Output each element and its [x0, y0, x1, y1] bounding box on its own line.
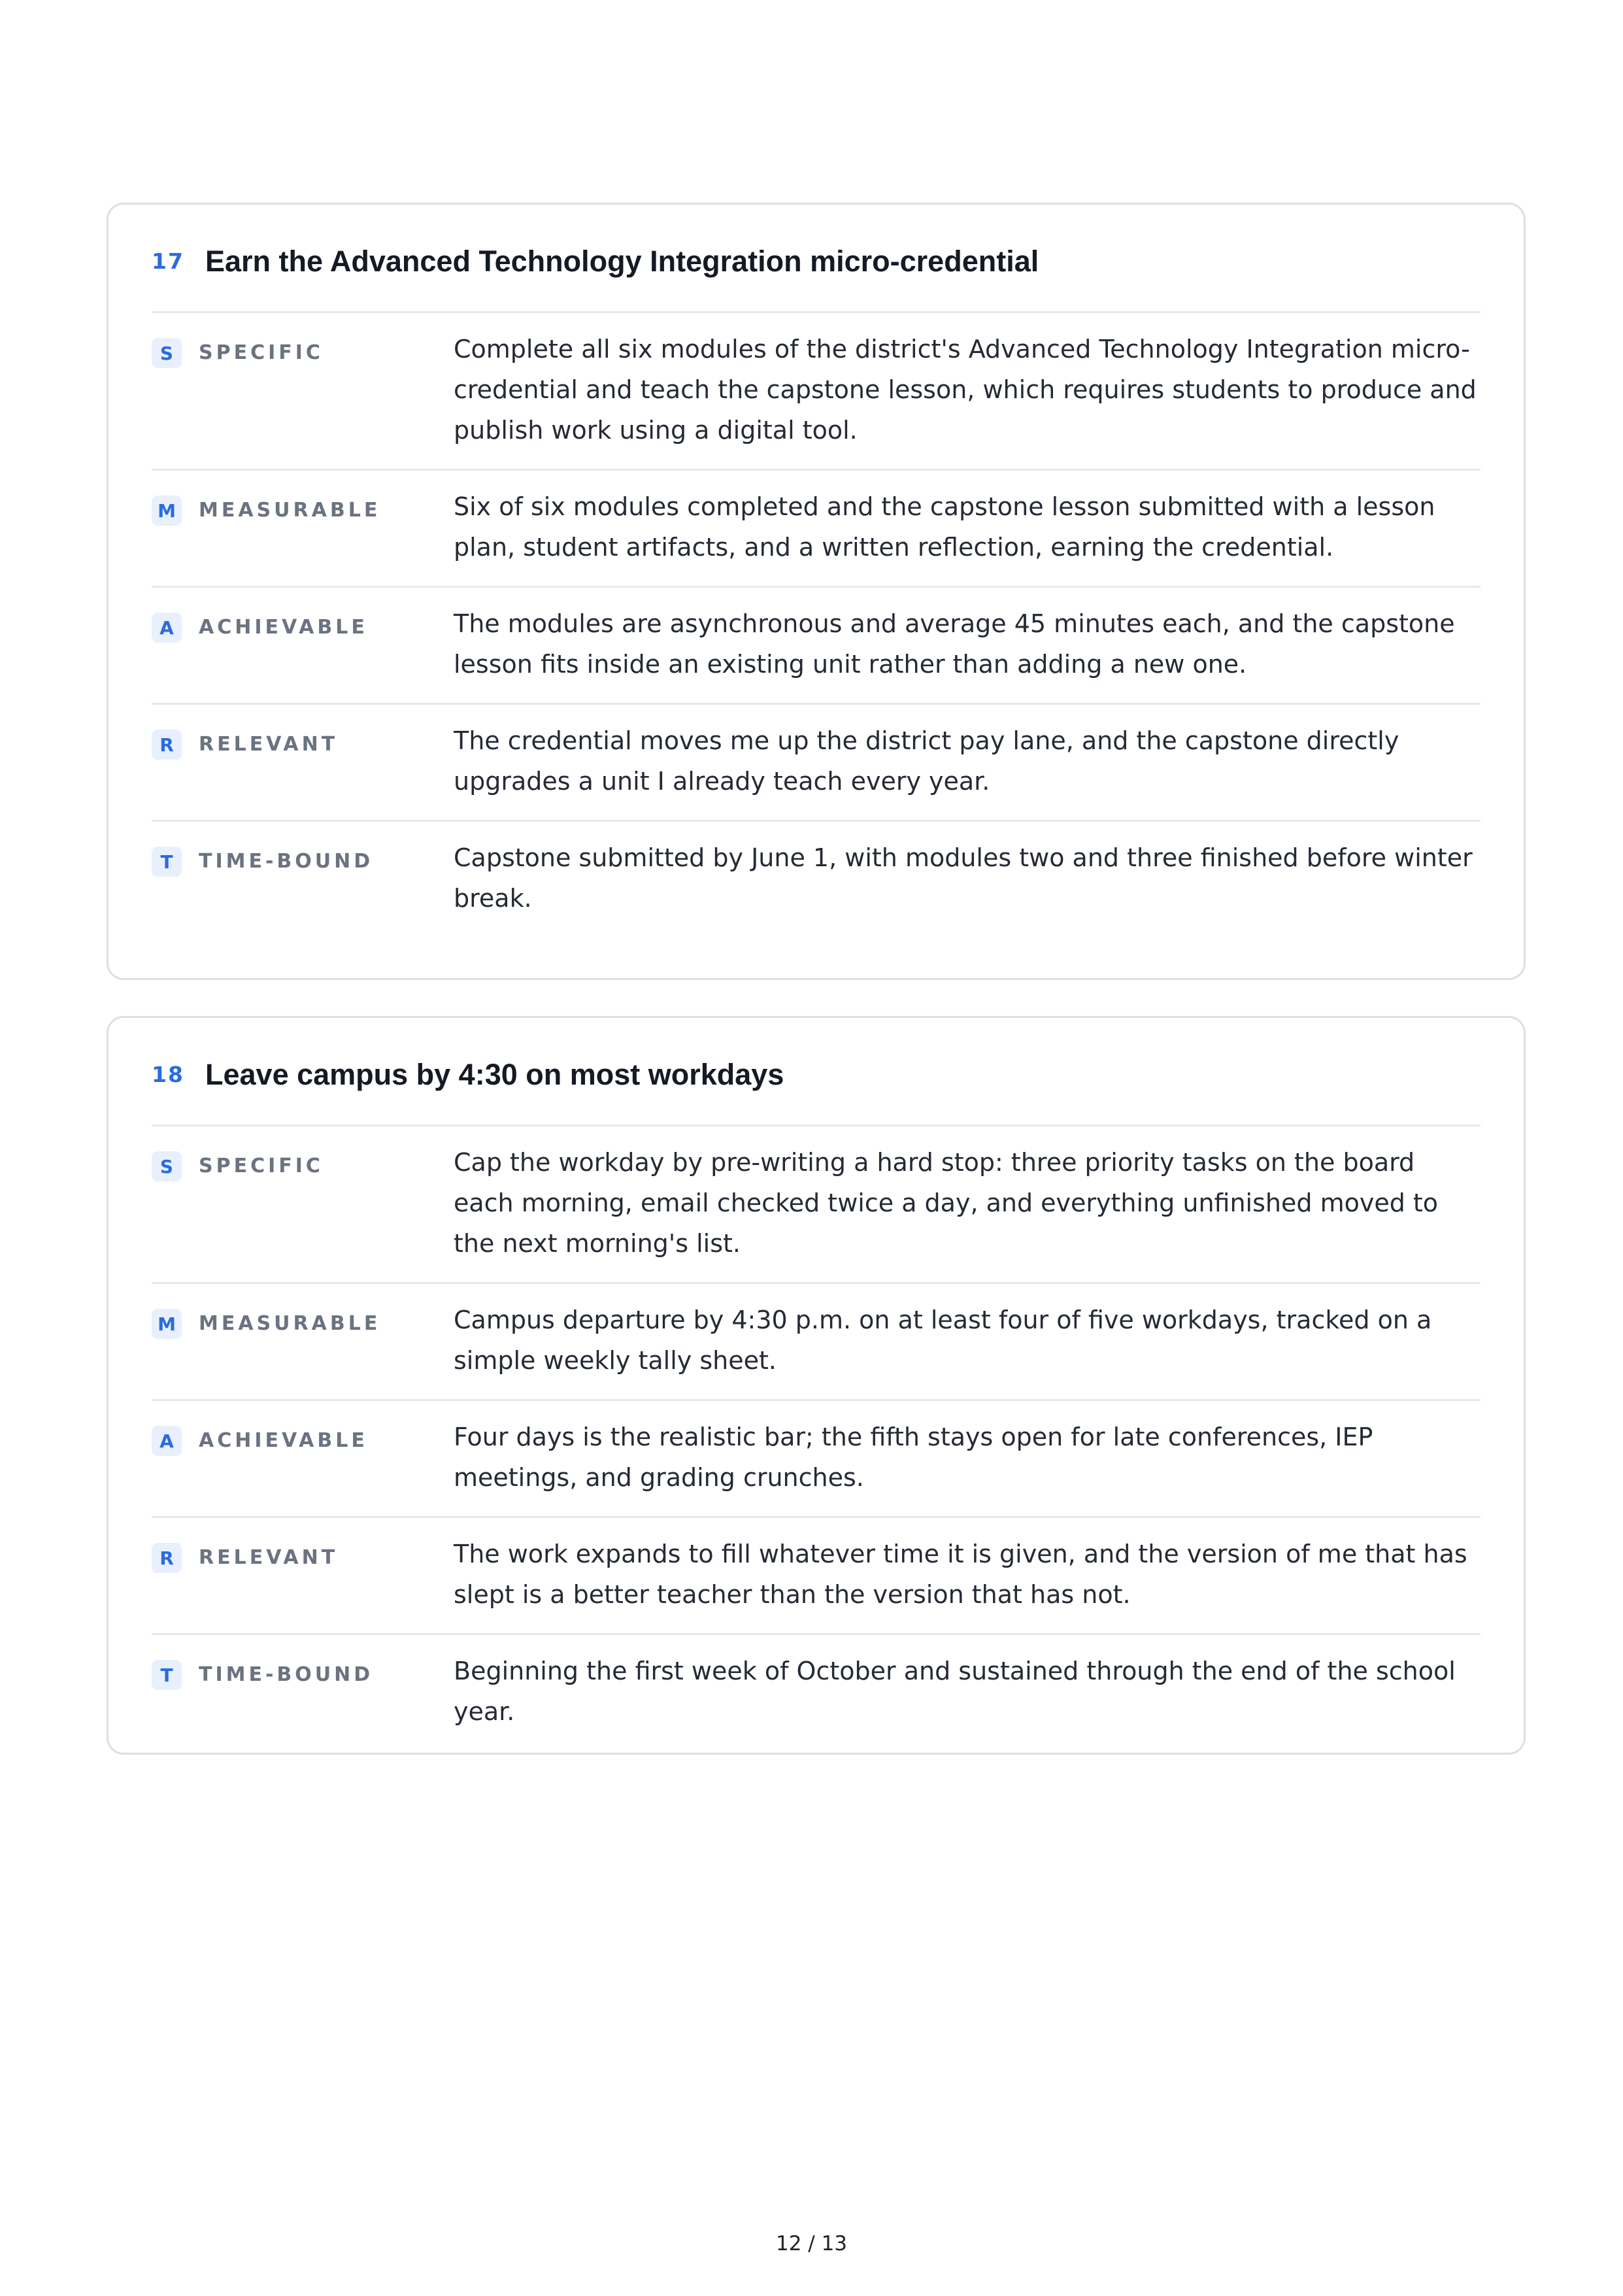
criterion-name: MEASURABLE	[199, 499, 381, 522]
criterion-letter-badge: R	[152, 730, 182, 760]
criterion-name: ACHIEVABLE	[199, 616, 368, 639]
criterion-row-relevant	[152, 705, 1481, 822]
criterion-row-achievable	[152, 588, 1481, 705]
goal-title: Leave campus by 4:30 on most workdays	[205, 1057, 784, 1091]
goal-card	[107, 1016, 1526, 1755]
criterion-label	[152, 1518, 454, 1633]
criterion-row-time-bound	[152, 822, 1481, 937]
criterion-label	[152, 588, 454, 703]
criterion-letter-badge: M	[152, 496, 182, 526]
criterion-letter-badge: R	[152, 1543, 182, 1573]
criterion-text: Four days is the realistic bar; the fifth stays open for late conferences, IEP meetings, and grading crunches.	[454, 1423, 1373, 1492]
criterion-label	[152, 313, 454, 469]
criterion-name: TIME-BOUND	[199, 850, 374, 873]
criterion-text: The work expands to fill whatever time it is given, and the version of me that has slept is a better teacher than the version that has not.	[454, 1540, 1467, 1609]
criterion-name: ACHIEVABLE	[199, 1429, 368, 1452]
criterion-text: Cap the workday by pre-writing a hard stop: three priority tasks on the board each morning, email checked twice a day, and everything unfinished moved to the next morning's list.	[454, 1148, 1439, 1258]
criterion-row-measurable	[152, 1284, 1481, 1401]
criterion-name: RELEVANT	[199, 733, 339, 756]
criterion-text: Six of six modules completed and the capstone lesson submitted with a lesson plan, student artifacts, and a written reflection, earning the credential.	[454, 492, 1435, 562]
criterion-name: SPECIFIC	[199, 1155, 324, 1177]
criterion-row-measurable	[152, 471, 1481, 588]
criterion-letter-badge: M	[152, 1309, 182, 1339]
criterion-letter-badge: S	[152, 1151, 182, 1181]
criterion-letter-badge: T	[152, 1660, 182, 1690]
goal-header	[152, 1018, 1481, 1126]
criterion-letter-badge: S	[152, 338, 182, 368]
criterion-name: TIME-BOUND	[199, 1663, 374, 1686]
criterion-row-specific	[152, 1126, 1481, 1284]
criterion-row-achievable	[152, 1401, 1481, 1518]
criterion-name: RELEVANT	[199, 1546, 339, 1569]
goal-card	[107, 203, 1526, 980]
page-number: 12 / 13	[775, 2232, 848, 2255]
criterion-row-specific	[152, 313, 1481, 471]
criterion-label	[152, 1284, 454, 1399]
criterion-name: SPECIFIC	[199, 341, 324, 364]
criterion-text: Complete all six modules of the district's Advanced Technology Integration micro-credential and teach the capstone lesson, which requires students to produce and publish work using a digital tool.	[454, 335, 1477, 445]
criterion-label	[152, 1635, 454, 1750]
criterion-row-relevant	[152, 1518, 1481, 1635]
criterion-label	[152, 705, 454, 820]
criterion-row-time-bound	[152, 1635, 1481, 1750]
criterion-label	[152, 822, 454, 937]
criterion-text: The credential moves me up the district pay lane, and the capstone directly upgrades a unit I already teach every year.	[454, 726, 1399, 796]
criterion-label	[152, 471, 454, 586]
criterion-label	[152, 1401, 454, 1516]
criterion-letter-badge: A	[152, 1426, 182, 1456]
criterion-text: Beginning the first week of October and sustained through the end of the school year.	[454, 1657, 1456, 1726]
criterion-text: The modules are asynchronous and average 45 minutes each, and the capstone lesson fits inside an existing unit rather than adding a new one.	[454, 609, 1455, 679]
criterion-text: Capstone submitted by June 1, with modules two and three finished before winter break.	[454, 843, 1473, 913]
criterion-letter-badge: T	[152, 847, 182, 877]
criterion-text: Campus departure by 4:30 p.m. on at least four of five workdays, tracked on a simple weekly tally sheet.	[454, 1306, 1432, 1375]
criterion-name: MEASURABLE	[199, 1312, 381, 1335]
criterion-label	[152, 1126, 454, 1282]
criterion-letter-badge: A	[152, 613, 182, 643]
goal-title: Earn the Advanced Technology Integration micro-credential	[205, 244, 1039, 278]
goal-number: 18	[152, 1062, 184, 1087]
goal-number: 17	[152, 248, 184, 274]
goal-header	[152, 205, 1481, 313]
